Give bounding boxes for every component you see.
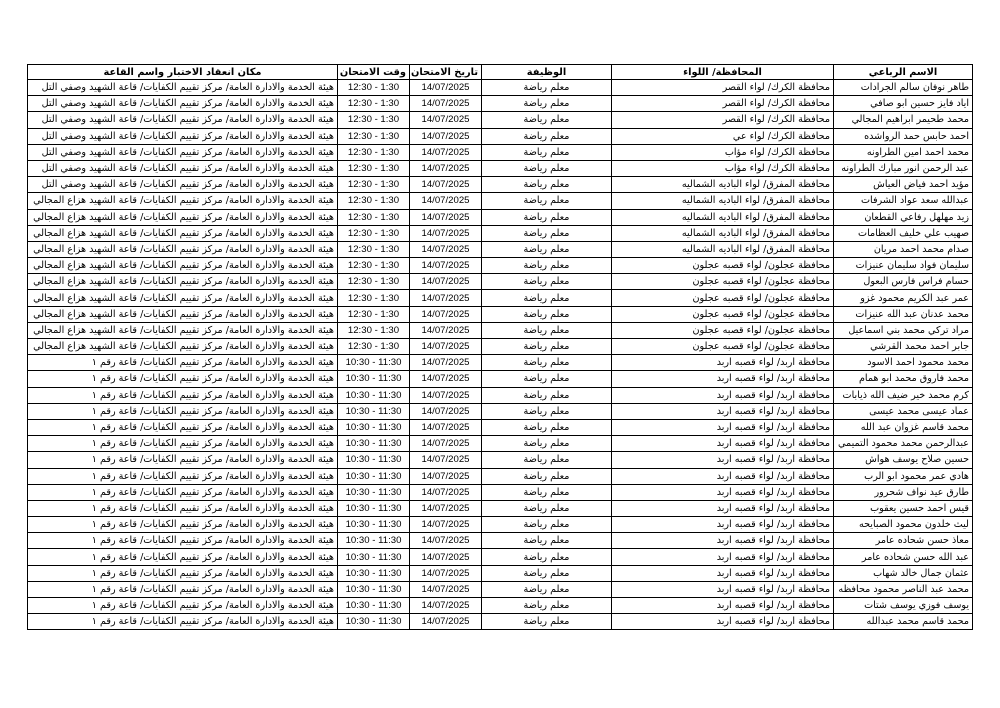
cell-date: 14/07/2025 [410, 322, 482, 338]
cell-governorate: محافظة اربد/ لواء قصبه اربد [612, 565, 834, 581]
cell-place: هيئة الخدمة والادارة العامة/ مركز تقييم الكفايات/ قاعة رقم ١ [28, 371, 338, 387]
cell-time: 12:30 - 1:30 [338, 209, 410, 225]
table-row [28, 452, 973, 468]
cell-date: 14/07/2025 [410, 193, 482, 209]
cell-date: 14/07/2025 [410, 209, 482, 225]
header-job: الوظيفة [482, 65, 612, 80]
cell-place: هيئة الخدمة والادارة العامة/ مركز تقييم الكفايات/ قاعة الشهيد وصفي التل [28, 177, 338, 193]
cell-date: 14/07/2025 [410, 500, 482, 516]
cell-job: معلم رياضة [482, 549, 612, 565]
cell-governorate: محافظة اربد/ لواء قصبه اربد [612, 614, 834, 630]
cell-name: عبدالله سعد عواد الشرفات [834, 193, 973, 209]
cell-place: هيئة الخدمة والادارة العامة/ مركز تقييم الكفايات/ قاعة رقم ١ [28, 355, 338, 371]
cell-job: معلم رياضة [482, 290, 612, 306]
cell-governorate: محافظة عجلون/ لواء قصبه عجلون [612, 339, 834, 355]
cell-name: محمد قاسم غزوان عبد الله [834, 419, 973, 435]
cell-job: معلم رياضة [482, 339, 612, 355]
cell-governorate: محافظة الكرك/ لواء القصر [612, 96, 834, 112]
cell-governorate: محافظة اربد/ لواء قصبه اربد [612, 598, 834, 614]
cell-time: 10:30 - 11:30 [338, 419, 410, 435]
cell-date: 14/07/2025 [410, 371, 482, 387]
cell-time: 12:30 - 1:30 [338, 258, 410, 274]
cell-date: 14/07/2025 [410, 419, 482, 435]
cell-name: طارق عيد نواف شحرور [834, 484, 973, 500]
table-row [28, 274, 973, 290]
cell-name: حسام فراس فارس البعول [834, 274, 973, 290]
cell-time: 10:30 - 11:30 [338, 549, 410, 565]
cell-name: محمد احمد امين الطراونه [834, 144, 973, 160]
table-row [28, 160, 973, 176]
cell-date: 14/07/2025 [410, 387, 482, 403]
cell-date: 14/07/2025 [410, 290, 482, 306]
cell-governorate: محافظة اربد/ لواء قصبه اربد [612, 500, 834, 516]
cell-name: معاذ حسن شحاده عامر [834, 533, 973, 549]
cell-job: معلم رياضة [482, 468, 612, 484]
cell-place: هيئة الخدمة والادارة العامة/ مركز تقييم الكفايات/ قاعة رقم ١ [28, 419, 338, 435]
cell-time: 10:30 - 11:30 [338, 387, 410, 403]
cell-name: زيد مهلهل رفاعي القطعان [834, 209, 973, 225]
table-row [28, 209, 973, 225]
table-row [28, 468, 973, 484]
cell-date: 14/07/2025 [410, 614, 482, 630]
table-row [28, 112, 973, 128]
cell-governorate: محافظة اربد/ لواء قصبه اربد [612, 452, 834, 468]
cell-job: معلم رياضة [482, 80, 612, 96]
cell-job: معلم رياضة [482, 403, 612, 419]
cell-job: معلم رياضة [482, 128, 612, 144]
cell-governorate: محافظة اربد/ لواء قصبه اربد [612, 549, 834, 565]
cell-place: هيئة الخدمة والادارة العامة/ مركز تقييم الكفايات/ قاعة رقم ١ [28, 484, 338, 500]
cell-time: 12:30 - 1:30 [338, 225, 410, 241]
cell-governorate: محافظة اربد/ لواء قصبه اربد [612, 419, 834, 435]
header-row [28, 65, 973, 80]
cell-governorate: محافظة المفرق/ لواء الباديه الشماليه [612, 209, 834, 225]
cell-job: معلم رياضة [482, 500, 612, 516]
cell-place: هيئة الخدمة والادارة العامة/ مركز تقييم الكفايات/ قاعة الشهيد هزاع المجالي [28, 290, 338, 306]
table-row [28, 387, 973, 403]
cell-name: صدام محمد احمد مريان [834, 241, 973, 257]
cell-place: هيئة الخدمة والادارة العامة/ مركز تقييم الكفايات/ قاعة الشهيد هزاع المجالي [28, 241, 338, 257]
cell-governorate: محافظة المفرق/ لواء الباديه الشماليه [612, 225, 834, 241]
cell-name: محمد محمود احمد الاسود [834, 355, 973, 371]
table-row [28, 371, 973, 387]
cell-time: 10:30 - 11:30 [338, 468, 410, 484]
cell-job: معلم رياضة [482, 322, 612, 338]
cell-place: هيئة الخدمة والادارة العامة/ مركز تقييم الكفايات/ قاعة رقم ١ [28, 403, 338, 419]
cell-date: 14/07/2025 [410, 339, 482, 355]
cell-time: 12:30 - 1:30 [338, 193, 410, 209]
cell-date: 14/07/2025 [410, 306, 482, 322]
cell-job: معلم رياضة [482, 258, 612, 274]
cell-job: معلم رياضة [482, 209, 612, 225]
cell-governorate: محافظة اربد/ لواء قصبه اربد [612, 468, 834, 484]
table-row [28, 355, 973, 371]
cell-job: معلم رياضة [482, 517, 612, 533]
cell-name: عبدالرحمن محمد محمود التميمي [834, 436, 973, 452]
table-row [28, 581, 973, 597]
cell-place: هيئة الخدمة والادارة العامة/ مركز تقييم الكفايات/ قاعة رقم ١ [28, 436, 338, 452]
cell-governorate: محافظة الكرك/ لواء مؤاب [612, 144, 834, 160]
cell-place: هيئة الخدمة والادارة العامة/ مركز تقييم الكفايات/ قاعة الشهيد هزاع المجالي [28, 193, 338, 209]
cell-name: قيس احمد حسين يعقوب [834, 500, 973, 516]
cell-place: هيئة الخدمة والادارة العامة/ مركز تقييم الكفايات/ قاعة رقم ١ [28, 517, 338, 533]
header-time: وقت الامتحان [338, 65, 410, 80]
cell-governorate: محافظة الكرك/ لواء القصر [612, 112, 834, 128]
cell-date: 14/07/2025 [410, 565, 482, 581]
cell-time: 10:30 - 11:30 [338, 517, 410, 533]
cell-governorate: محافظة المفرق/ لواء الباديه الشماليه [612, 241, 834, 257]
cell-time: 10:30 - 11:30 [338, 403, 410, 419]
cell-date: 14/07/2025 [410, 581, 482, 597]
cell-place: هيئة الخدمة والادارة العامة/ مركز تقييم الكفايات/ قاعة رقم ١ [28, 500, 338, 516]
cell-time: 12:30 - 1:30 [338, 96, 410, 112]
cell-place: هيئة الخدمة والادارة العامة/ مركز تقييم الكفايات/ قاعة الشهيد وصفي التل [28, 128, 338, 144]
cell-job: معلم رياضة [482, 241, 612, 257]
cell-name: محمد عبد الناصر محمود محافظه [834, 581, 973, 597]
cell-place: هيئة الخدمة والادارة العامة/ مركز تقييم الكفايات/ قاعة الشهيد وصفي التل [28, 144, 338, 160]
table-row [28, 306, 973, 322]
cell-job: معلم رياضة [482, 598, 612, 614]
cell-name: حسين صلاح يوسف هواش [834, 452, 973, 468]
cell-job: معلم رياضة [482, 371, 612, 387]
cell-job: معلم رياضة [482, 225, 612, 241]
cell-name: محمد فاروق محمد ابو همام [834, 371, 973, 387]
table-row [28, 403, 973, 419]
table-row [28, 258, 973, 274]
cell-governorate: محافظة اربد/ لواء قصبه اربد [612, 517, 834, 533]
cell-job: معلم رياضة [482, 177, 612, 193]
cell-governorate: محافظة الكرك/ لواء عي [612, 128, 834, 144]
cell-place: هيئة الخدمة والادارة العامة/ مركز تقييم الكفايات/ قاعة رقم ١ [28, 614, 338, 630]
cell-time: 12:30 - 1:30 [338, 339, 410, 355]
cell-governorate: محافظة اربد/ لواء قصبه اربد [612, 484, 834, 500]
cell-name: سليمان فواد سليمان عنيزات [834, 258, 973, 274]
cell-governorate: محافظة عجلون/ لواء قصبه عجلون [612, 322, 834, 338]
cell-name: محمد عدنان عبد الله عنيزات [834, 306, 973, 322]
cell-date: 14/07/2025 [410, 452, 482, 468]
cell-date: 14/07/2025 [410, 517, 482, 533]
cell-date: 14/07/2025 [410, 128, 482, 144]
cell-job: معلم رياضة [482, 144, 612, 160]
cell-place: هيئة الخدمة والادارة العامة/ مركز تقييم الكفايات/ قاعة الشهيد وصفي التل [28, 112, 338, 128]
cell-date: 14/07/2025 [410, 96, 482, 112]
cell-job: معلم رياضة [482, 306, 612, 322]
cell-date: 14/07/2025 [410, 112, 482, 128]
cell-governorate: محافظة المفرق/ لواء الباديه الشماليه [612, 193, 834, 209]
cell-place: هيئة الخدمة والادارة العامة/ مركز تقييم الكفايات/ قاعة رقم ١ [28, 452, 338, 468]
cell-governorate: محافظة اربد/ لواء قصبه اربد [612, 533, 834, 549]
cell-name: جابر احمد محمد القرشي [834, 339, 973, 355]
cell-job: معلم رياضة [482, 355, 612, 371]
cell-job: معلم رياضة [482, 112, 612, 128]
table-row [28, 517, 973, 533]
cell-governorate: محافظة الكرك/ لواء القصر [612, 80, 834, 96]
cell-date: 14/07/2025 [410, 177, 482, 193]
cell-time: 12:30 - 1:30 [338, 144, 410, 160]
cell-time: 10:30 - 11:30 [338, 436, 410, 452]
table-row [28, 128, 973, 144]
cell-job: معلم رياضة [482, 419, 612, 435]
cell-date: 14/07/2025 [410, 144, 482, 160]
cell-job: معلم رياضة [482, 565, 612, 581]
cell-time: 10:30 - 11:30 [338, 371, 410, 387]
cell-name: صهيب علي خليف العظامات [834, 225, 973, 241]
cell-time: 12:30 - 1:30 [338, 128, 410, 144]
cell-place: هيئة الخدمة والادارة العامة/ مركز تقييم الكفايات/ قاعة الشهيد هزاع المجالي [28, 258, 338, 274]
header-date: تاريخ الامتحان [410, 65, 482, 80]
cell-job: معلم رياضة [482, 533, 612, 549]
cell-name: كرم محمد خير ضيف الله ذيابات [834, 387, 973, 403]
cell-name: مؤيد احمد فياض العياش [834, 177, 973, 193]
cell-time: 12:30 - 1:30 [338, 290, 410, 306]
table-row [28, 80, 973, 96]
cell-date: 14/07/2025 [410, 80, 482, 96]
cell-governorate: محافظة عجلون/ لواء قصبه عجلون [612, 290, 834, 306]
cell-name: عبد الرحمن انور مبارك الطراونه [834, 160, 973, 176]
cell-job: معلم رياضة [482, 452, 612, 468]
table-row [28, 96, 973, 112]
table-row [28, 225, 973, 241]
cell-job: معلم رياضة [482, 581, 612, 597]
cell-job: معلم رياضة [482, 160, 612, 176]
cell-time: 10:30 - 11:30 [338, 452, 410, 468]
table-row [28, 549, 973, 565]
cell-place: هيئة الخدمة والادارة العامة/ مركز تقييم الكفايات/ قاعة الشهيد هزاع المجالي [28, 322, 338, 338]
cell-time: 10:30 - 11:30 [338, 533, 410, 549]
cell-name: احمد حابس حمد الرواشده [834, 128, 973, 144]
cell-governorate: محافظة اربد/ لواء قصبه اربد [612, 403, 834, 419]
cell-time: 12:30 - 1:30 [338, 274, 410, 290]
cell-place: هيئة الخدمة والادارة العامة/ مركز تقييم الكفايات/ قاعة الشهيد هزاع المجالي [28, 274, 338, 290]
cell-time: 10:30 - 11:30 [338, 484, 410, 500]
cell-place: هيئة الخدمة والادارة العامة/ مركز تقييم الكفايات/ قاعة الشهيد هزاع المجالي [28, 306, 338, 322]
cell-time: 10:30 - 11:30 [338, 598, 410, 614]
cell-name: يوسف فوزي يوسف شتات [834, 598, 973, 614]
cell-place: هيئة الخدمة والادارة العامة/ مركز تقييم الكفايات/ قاعة رقم ١ [28, 581, 338, 597]
table-body [28, 80, 973, 630]
cell-date: 14/07/2025 [410, 160, 482, 176]
table-row [28, 598, 973, 614]
cell-time: 12:30 - 1:30 [338, 322, 410, 338]
cell-date: 14/07/2025 [410, 468, 482, 484]
cell-governorate: محافظة اربد/ لواء قصبه اربد [612, 371, 834, 387]
cell-time: 12:30 - 1:30 [338, 241, 410, 257]
cell-name: عماد عيسى محمد عيسى [834, 403, 973, 419]
header-place: مكان انعقاد الاختبار واسم القاعة [28, 65, 338, 80]
cell-time: 12:30 - 1:30 [338, 112, 410, 128]
cell-name: مراد تركي محمد بني اسماعيل [834, 322, 973, 338]
cell-name: هادي عمر محمود ابو الرب [834, 468, 973, 484]
cell-governorate: محافظة اربد/ لواء قصبه اربد [612, 436, 834, 452]
cell-time: 10:30 - 11:30 [338, 355, 410, 371]
cell-job: معلم رياضة [482, 436, 612, 452]
cell-place: هيئة الخدمة والادارة العامة/ مركز تقييم الكفايات/ قاعة رقم ١ [28, 565, 338, 581]
cell-job: معلم رياضة [482, 484, 612, 500]
table-row [28, 241, 973, 257]
table-row [28, 177, 973, 193]
cell-date: 14/07/2025 [410, 241, 482, 257]
cell-place: هيئة الخدمة والادارة العامة/ مركز تقييم الكفايات/ قاعة الشهيد وصفي التل [28, 80, 338, 96]
cell-name: ليث خلدون محمود الصبايحه [834, 517, 973, 533]
cell-job: معلم رياضة [482, 96, 612, 112]
cell-place: هيئة الخدمة والادارة العامة/ مركز تقييم الكفايات/ قاعة رقم ١ [28, 549, 338, 565]
cell-name: عبد الله حسن شحاده عامر [834, 549, 973, 565]
cell-place: هيئة الخدمة والادارة العامة/ مركز تقييم الكفايات/ قاعة الشهيد هزاع المجالي [28, 209, 338, 225]
cell-place: هيئة الخدمة والادارة العامة/ مركز تقييم الكفايات/ قاعة الشهيد وصفي التل [28, 96, 338, 112]
cell-time: 10:30 - 11:30 [338, 614, 410, 630]
cell-place: هيئة الخدمة والادارة العامة/ مركز تقييم الكفايات/ قاعة رقم ١ [28, 598, 338, 614]
table-row [28, 290, 973, 306]
header-name: الاسم الرباعي [834, 65, 973, 80]
cell-time: 12:30 - 1:30 [338, 80, 410, 96]
table-row [28, 484, 973, 500]
cell-name: محمد طحيمر ابراهيم المجالي [834, 112, 973, 128]
table-row [28, 419, 973, 435]
table-row [28, 144, 973, 160]
table-row [28, 565, 973, 581]
cell-place: هيئة الخدمة والادارة العامة/ مركز تقييم الكفايات/ قاعة رقم ١ [28, 533, 338, 549]
table-row [28, 500, 973, 516]
cell-time: 12:30 - 1:30 [338, 306, 410, 322]
table-row [28, 614, 973, 630]
cell-time: 10:30 - 11:30 [338, 581, 410, 597]
table-row [28, 533, 973, 549]
cell-date: 14/07/2025 [410, 484, 482, 500]
cell-date: 14/07/2025 [410, 355, 482, 371]
cell-time: 12:30 - 1:30 [338, 160, 410, 176]
cell-place: هيئة الخدمة والادارة العامة/ مركز تقييم الكفايات/ قاعة رقم ١ [28, 387, 338, 403]
cell-place: هيئة الخدمة والادارة العامة/ مركز تقييم الكفايات/ قاعة الشهيد هزاع المجالي [28, 225, 338, 241]
cell-time: 12:30 - 1:30 [338, 177, 410, 193]
cell-governorate: محافظة اربد/ لواء قصبه اربد [612, 355, 834, 371]
cell-job: معلم رياضة [482, 274, 612, 290]
cell-job: معلم رياضة [482, 614, 612, 630]
cell-job: معلم رياضة [482, 193, 612, 209]
cell-name: محمد قاسم محمد عبدالله [834, 614, 973, 630]
cell-governorate: محافظة عجلون/ لواء قصبه عجلون [612, 258, 834, 274]
cell-governorate: محافظة عجلون/ لواء قصبه عجلون [612, 274, 834, 290]
cell-name: عمر عبد الكريم محمود غزو [834, 290, 973, 306]
cell-governorate: محافظة المفرق/ لواء الباديه الشماليه [612, 177, 834, 193]
cell-date: 14/07/2025 [410, 274, 482, 290]
cell-governorate: محافظة عجلون/ لواء قصبه عجلون [612, 306, 834, 322]
cell-date: 14/07/2025 [410, 258, 482, 274]
cell-date: 14/07/2025 [410, 598, 482, 614]
table-row [28, 339, 973, 355]
cell-name: عثمان جمال خالد شهاب [834, 565, 973, 581]
cell-place: هيئة الخدمة والادارة العامة/ مركز تقييم الكفايات/ قاعة الشهيد هزاع المجالي [28, 339, 338, 355]
cell-date: 14/07/2025 [410, 225, 482, 241]
cell-date: 14/07/2025 [410, 403, 482, 419]
cell-time: 10:30 - 11:30 [338, 565, 410, 581]
table-row [28, 436, 973, 452]
cell-place: هيئة الخدمة والادارة العامة/ مركز تقييم الكفايات/ قاعة رقم ١ [28, 468, 338, 484]
table-row [28, 322, 973, 338]
cell-governorate: محافظة اربد/ لواء قصبه اربد [612, 581, 834, 597]
cell-time: 10:30 - 11:30 [338, 500, 410, 516]
cell-governorate: محافظة الكرك/ لواء مؤاب [612, 160, 834, 176]
cell-place: هيئة الخدمة والادارة العامة/ مركز تقييم الكفايات/ قاعة الشهيد وصفي التل [28, 160, 338, 176]
cell-date: 14/07/2025 [410, 533, 482, 549]
table-row [28, 193, 973, 209]
cell-date: 14/07/2025 [410, 436, 482, 452]
exam-schedule-table [27, 64, 973, 630]
cell-governorate: محافظة اربد/ لواء قصبه اربد [612, 387, 834, 403]
header-governorate: المحافظة/ اللواء [612, 65, 834, 80]
cell-date: 14/07/2025 [410, 549, 482, 565]
cell-name: اياد فايز حسين ابو صافي [834, 96, 973, 112]
cell-job: معلم رياضة [482, 387, 612, 403]
cell-name: طاهر نوفان سالم الجرادات [834, 80, 973, 96]
